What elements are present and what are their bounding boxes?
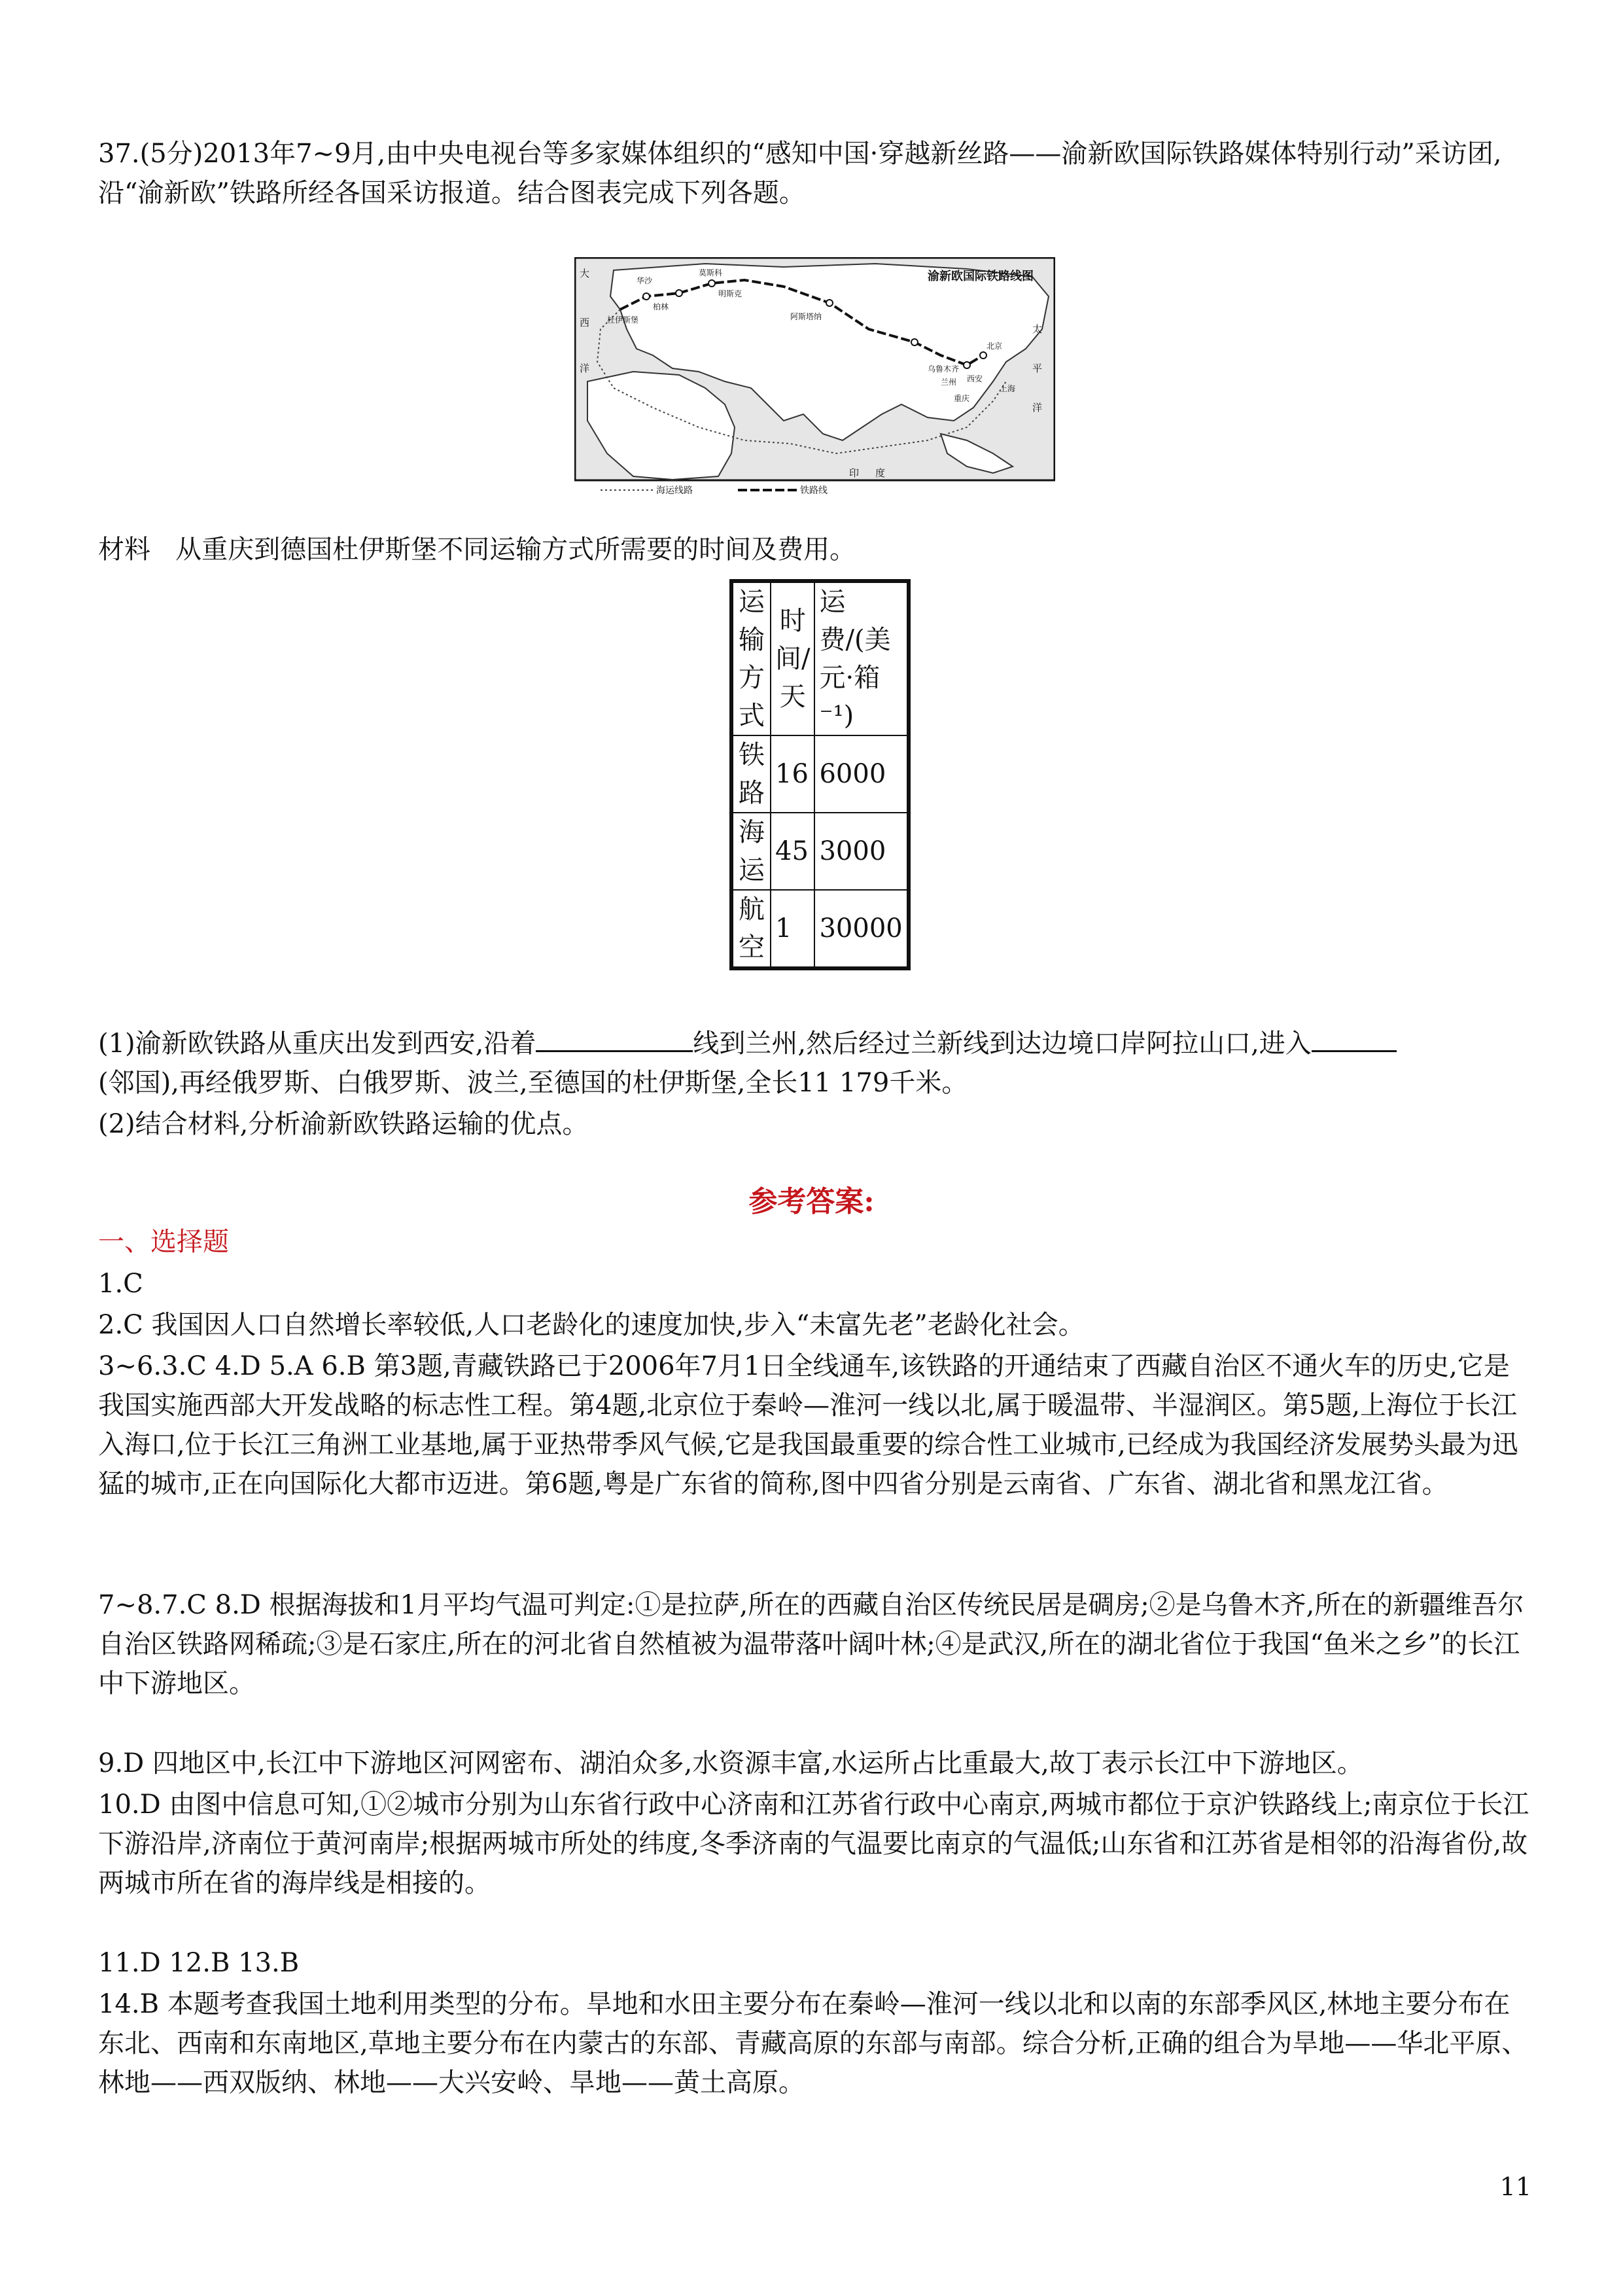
svg-text:兰州: 兰州 — [941, 378, 957, 387]
table-cell: 30000 — [814, 890, 908, 968]
svg-text:太: 太 — [1032, 323, 1043, 335]
svg-text:华沙: 华沙 — [637, 276, 653, 285]
table-cell: 铁路 — [731, 735, 771, 813]
material-label: 材料 — [98, 535, 150, 565]
svg-text:西安: 西安 — [967, 374, 983, 383]
table-row — [731, 890, 909, 968]
subquestion-2: (2)结合材料,分析渝新欧铁路运输的优点。 — [98, 1109, 589, 1139]
svg-text:杜伊斯堡: 杜伊斯堡 — [607, 315, 639, 325]
subquestion-1: (1)渝新欧铁路从重庆出发到西安,沿着 线到兰州,然后经过兰新线到达边境口岸阿拉山口,进入 (邻国),再经俄罗斯、白俄罗斯、波兰,至德国的杜伊斯堡,全长11 179千米。 — [98, 1024, 1531, 1103]
svg-text:明斯克: 明斯克 — [718, 289, 742, 298]
svg-text:柏林: 柏林 — [653, 302, 669, 311]
railway-map — [574, 257, 1055, 497]
table-cell: 航空 — [731, 890, 771, 968]
map-title: 渝新欧国际铁路线图 — [928, 270, 1034, 283]
answers-section: 一、选择题 — [98, 1227, 229, 1257]
material-line — [98, 530, 1531, 569]
answer-item: 10.D 由图中信息可知,①②城市分别为山东省行政中心济南和江苏省行政中心南京,两城市都位于京沪铁路线上;南京位于长江下游沿岸,济南位于黄河南岸;根据两城市所处的纬度,冬季济南的气温要比南京的气温低;山东省和江苏省是相邻的沿海省份,故两城市所在省的海岸线是相接的。 — [98, 1790, 1529, 1898]
answers-title: 参考答案: — [748, 1185, 875, 1218]
table-row — [731, 813, 909, 890]
fee-table — [729, 579, 911, 970]
table-cell: 45 — [771, 813, 814, 890]
table-header-row — [731, 581, 909, 735]
svg-text:北京: 北京 — [986, 342, 1003, 351]
svg-text:重庆: 重庆 — [954, 394, 970, 403]
answer-item: 3~6.3.C 4.D 5.A 6.B 第3题,青藏铁路已于2006年7月1日全线通车,该铁路的开通结束了西藏自治区不通火车的历史,它是我国实施西部大开发战略的标志性工程。第4题,北京位于秦岭—淮河一线以北,属于暖温带、半湿润区。第5题,上海位于长江入海口,位于长江三角洲工业基地,属于亚热带季风气候,它是我国最重要的综合性工业城市,已经成为我国经济发展势头最为迅猛的城市,正在向国际化大都市迈进。第6题,粤是广东省的简称,图中四省分别是云南省、广东省、湖北省和黑龙江省。 — [98, 1351, 1518, 1499]
material-text: 从重庆到德国杜伊斯堡不同运输方式所需要的时间及费用。 — [175, 535, 856, 565]
svg-text:大: 大 — [580, 268, 590, 279]
svg-text:阿斯塔纳: 阿斯塔纳 — [790, 312, 822, 321]
answer-item: 11.D 12.B 13.B — [98, 1948, 300, 1978]
svg-text:印: 印 — [849, 467, 860, 479]
answer-blank-2[interactable] — [1312, 1045, 1397, 1052]
question-intro: 37.(5分)2013年7~9月,由中央电视台等多家媒体组织的“感知中国·穿越新丝路——渝新欧国际铁路媒体特别行动”采访团,沿“渝新欧”铁路所经各国采访报道。结合图表完成下列各题。 — [98, 139, 1502, 208]
table-header: 运输方式 — [731, 581, 771, 735]
answer-item: 14.B 本题考查我国土地利用类型的分布。旱地和水田主要分布在秦岭—淮河一线以北和以南的东部季风区,林地主要分布在东北、西南和东南地区,草地主要分布在内蒙古的东部、青藏高原的东部与南部。综合分析,正确的组合为旱地——华北平原、林地——西双版纳、林地——大兴安岭、旱地——黄土高原。 — [98, 1989, 1528, 2098]
svg-text:洋: 洋 — [580, 362, 590, 374]
table-header: 时间/天 — [771, 581, 814, 735]
answer-blank-1[interactable] — [536, 1045, 693, 1052]
svg-text:乌鲁木齐: 乌鲁木齐 — [928, 364, 960, 374]
svg-text:度: 度 — [875, 467, 886, 479]
answer-item: 9.D 四地区中,长江中下游地区河网密布、湖泊众多,水资源丰富,水运所占比重最大,故丁表示长江中下游地区。 — [98, 1748, 1363, 1778]
page-number: 11 — [1499, 2172, 1531, 2201]
svg-text:莫斯科: 莫斯科 — [699, 268, 723, 277]
svg-text:平: 平 — [1032, 362, 1043, 374]
legend-sea: 海运线路 — [656, 486, 693, 496]
table-cell: 16 — [771, 735, 814, 813]
table-cell: 1 — [771, 890, 814, 968]
table-row — [731, 735, 909, 813]
answer-item: 1.C — [98, 1269, 143, 1299]
answer-item: 7~8.7.C 8.D 根据海拔和1月平均气温可判定:①是拉萨,所在的西藏自治区传统民居是碉房;②是乌鲁木齐,所在的新疆维吾尔自治区铁路网稀疏;③是石家庄,所在的河北省自然植被为温带落叶阔叶林;④是武汉,所在的湖北省位于我国“鱼米之乡”的长江中下游地区。 — [98, 1590, 1524, 1699]
legend-rail: 铁路线 — [800, 486, 828, 496]
table-cell: 6000 — [814, 735, 908, 813]
svg-text:洋: 洋 — [1032, 402, 1043, 414]
svg-text:上海: 上海 — [1000, 384, 1016, 393]
table-cell: 3000 — [814, 813, 908, 890]
table-cell: 海运 — [731, 813, 771, 890]
svg-text:西: 西 — [580, 317, 590, 328]
table-header: 运费/(美元·箱⁻¹) — [814, 581, 908, 735]
answer-item: 2.C 我国因人口自然增长率较低,人口老龄化的速度加快,步入“未富先老”老龄化社会。 — [98, 1310, 1085, 1340]
